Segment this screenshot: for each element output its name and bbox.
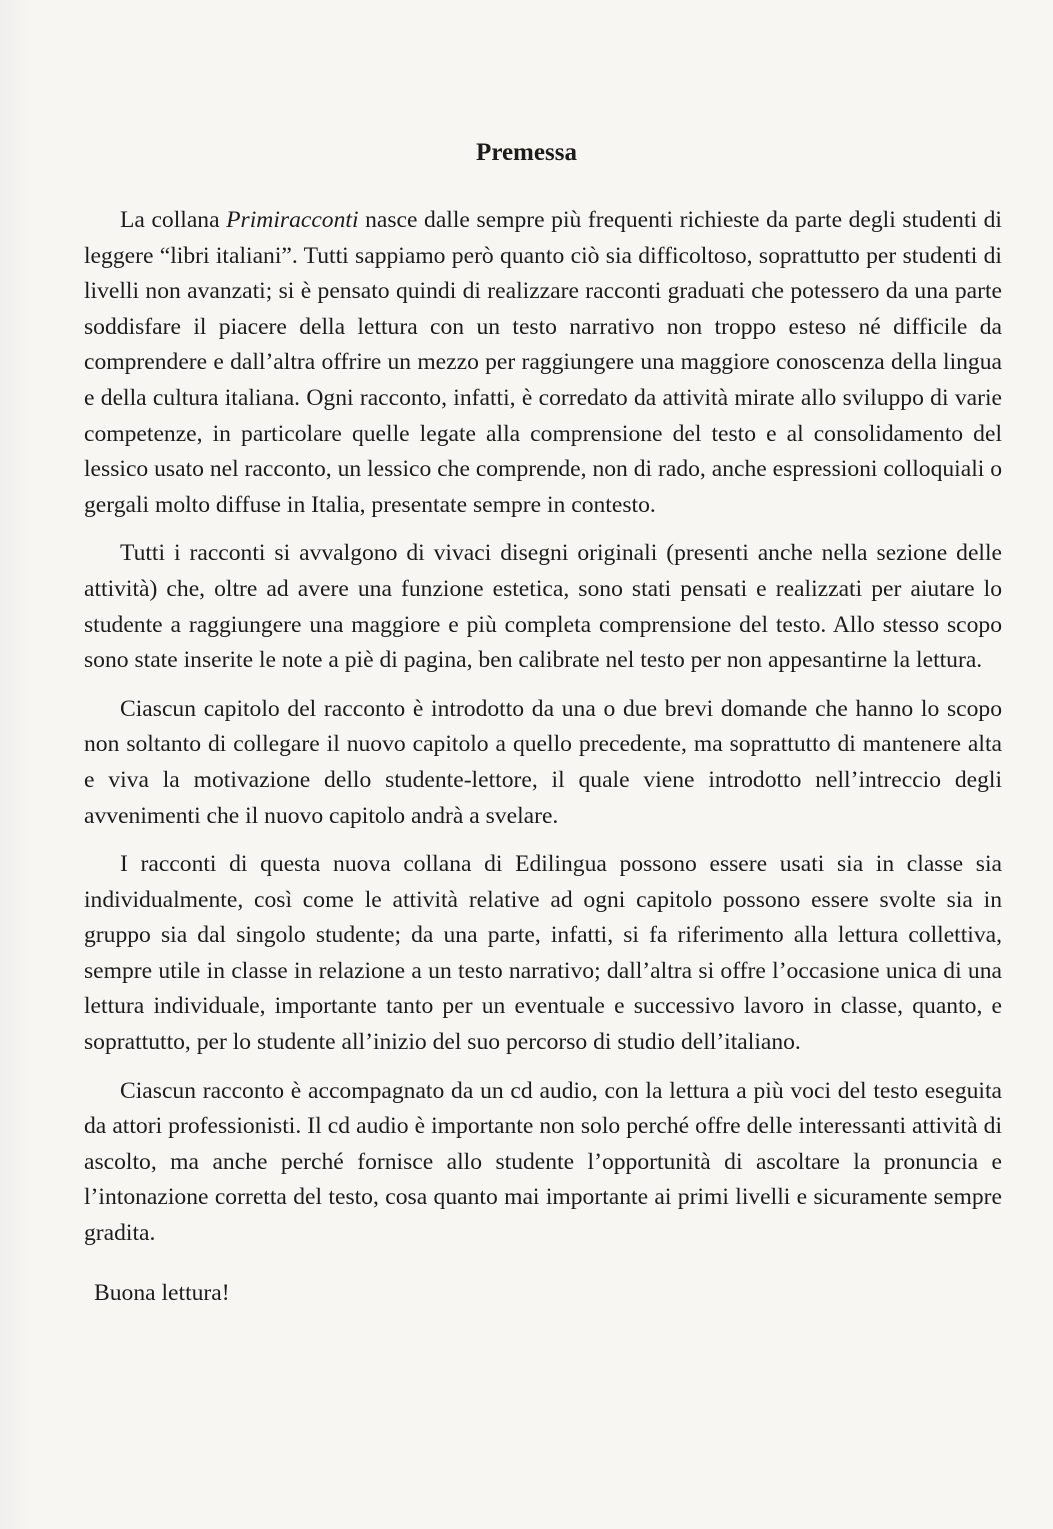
paragraph-usage: I racconti di questa nuova collana di Edilingua possono essere usati sia in classe sia individualmente, così come le attività relative ad ogni capitolo possono essere svolte sia in gruppo sia dal singolo studente; da una parte, infatti, si fa riferimento alla lettura collettiva, sempre utile in classe in relazione a un testo narrativo; dall’altra si offre l’occasione unica di una lettura individuale, importante tanto per un eventuale e successivo lavoro in classe, quanto, e soprattutto, per lo studente all’inizio del suo percorso di studio dell’italiano. xyxy=(84,851,1002,1056)
paragraph-illustrations: Tutti i racconti si avvalgono di vivaci disegni originali (presenti anche nella sezione delle attività) che, oltre ad avere una funzione estetica, sono stati pensati e realizzati per aiutare lo studente a raggiungere una maggiore e più completa comprensione del testo. Allo stesso scopo sono state inserite le note a piè di pagina, ben calibrate nel testo per non appesantirne la lettura. xyxy=(84,540,1002,674)
paragraph-intro xyxy=(84,203,1002,523)
page-title: Premessa xyxy=(476,139,577,166)
paragraph-audio: Ciascun racconto è accompagnato da un cd audio, con la lettura a più voci del testo eseguita da attori professionisti. Il cd audio è importante non solo perché offre delle interessanti attività di ascolto, ma anche perché fornisce allo studente l’opportunità di ascoltare la pronuncia e l’intonazione corretta del testo, cosa quanto mai importante ai primi livelli e sicuramente sempre gradita. xyxy=(84,1077,1002,1247)
paragraph-intro-start: La collana xyxy=(120,207,227,233)
body-text xyxy=(84,203,1002,1311)
series-name: Primiracconti xyxy=(226,207,359,233)
paragraph-intro-rest: nasce dalle sempre più frequenti richieste da parte degli studenti di leggere “libri italiani”. Tutti sappiamo però quanto ciò sia difficoltoso, soprattutto per studenti di livelli non avanzati; si è pensato quindi di realizzare racconti graduati che potessero da una parte soddisfare il piacere della lettura con un testo narrativo non troppo esteso né difficile da comprendere e dall’altra offrire un mezzo per raggiungere una maggiore conoscenza della lingua e della cultura italiana. Ogni racconto, infatti, è corredato da attività mirate allo sviluppo di varie competenze, in particolare quelle legate alla comprensione del testo e al consolidamento del lessico usato nel racconto, un lessico che comprende, non di rado, anche espressioni colloquiali o gergali molto diffuse in Italia, presentate sempre in contesto. xyxy=(84,207,1002,518)
signoff: Buona lettura! xyxy=(94,1279,230,1306)
paragraph-chapters: Ciascun capitolo del racconto è introdotto da una o due brevi domande che hanno lo scopo non soltanto di collegare il nuovo capitolo a quello precedente, ma soprattutto di mantenere alta e viva la motivazione dello studente-lettore, il quale viene introdotto nell’intreccio degli avvenimenti che il nuovo capitolo andrà a svelare. xyxy=(84,695,1002,829)
